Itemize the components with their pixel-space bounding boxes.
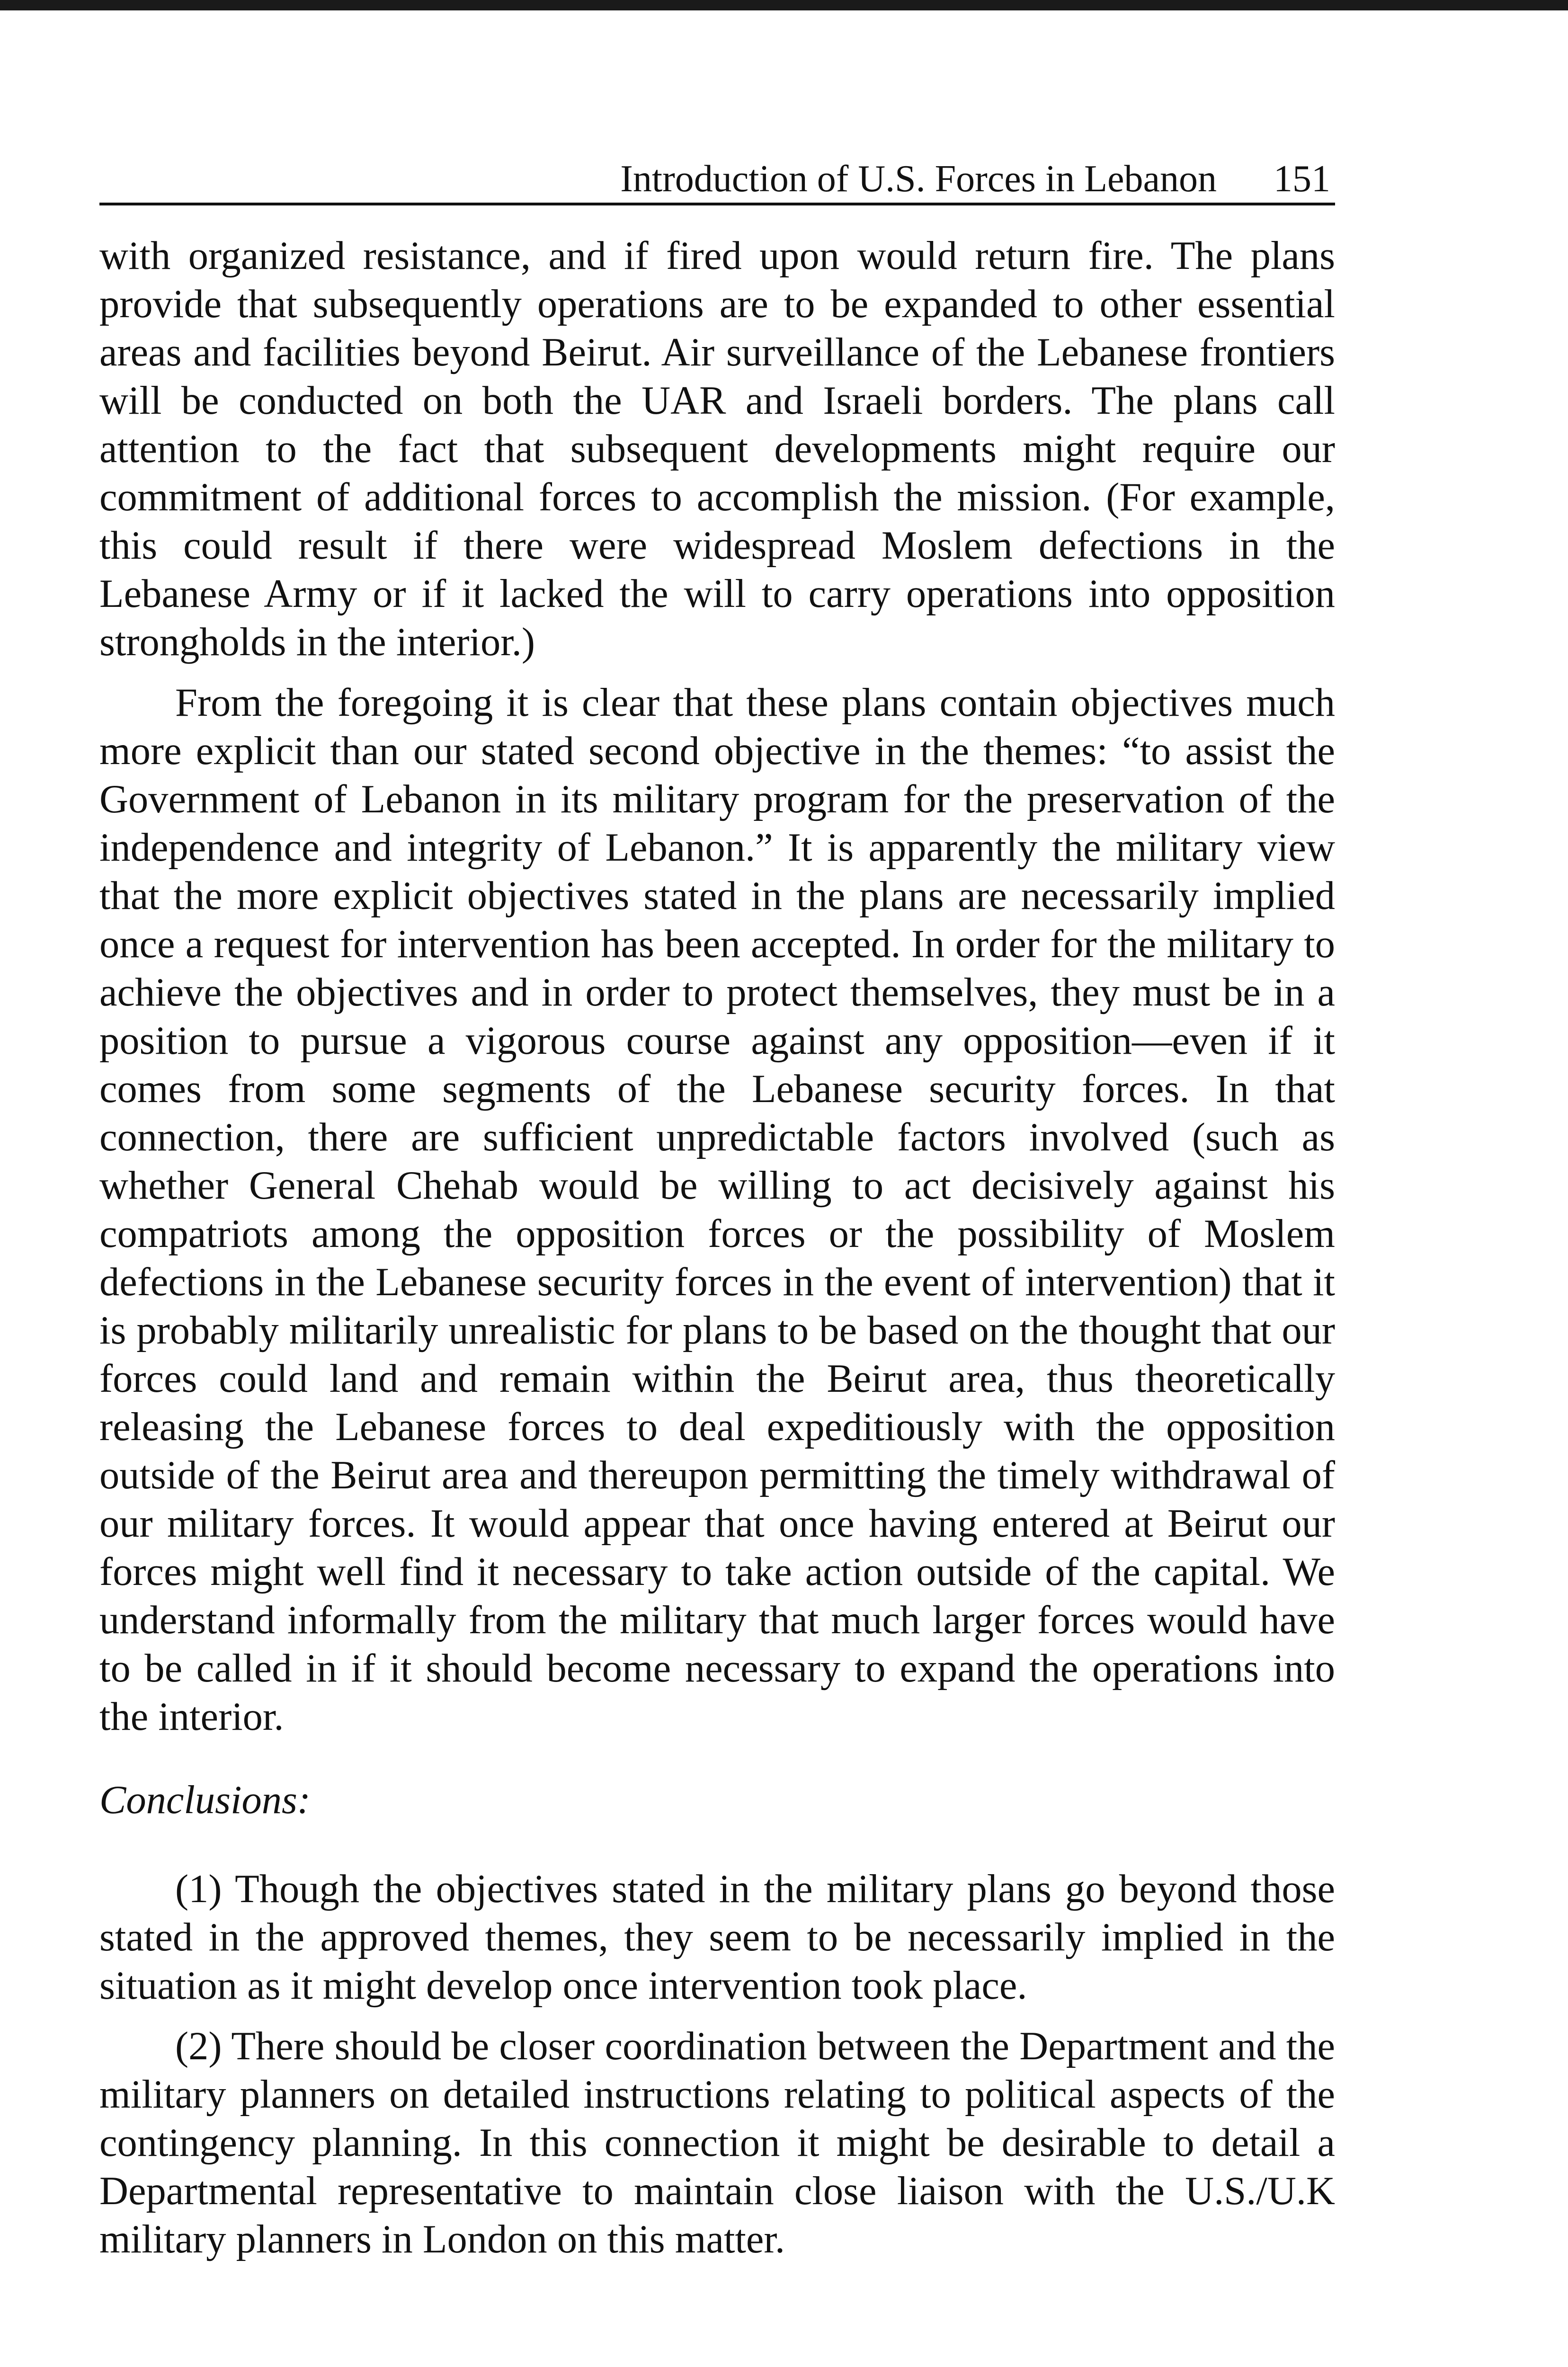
conclusion-item-2: (2) There should be closer coordination between the Department and the military planners on detailed instructions relating to political aspects of the contingency planning. In this connection it might be desirable to detail a Departmental representative to maintain close liaison with the U.S./U.K military planners in London on this matter. (99, 2024, 1335, 2261)
running-header (99, 142, 1335, 205)
paragraph-foregoing: From the foregoing it is clear that these plans contain objectives much more explicit than our stated second objective in the themes: “to assist the Government of Lebanon in its military program for the preservation of the independence and integrity of Lebanon.” It is apparently the military view that the more explicit objectives stated in the plans are necessarily implied once a request for intervention has been accepted. In order for the military to achieve the objectives and in order to protect themselves, they must be in a position to pursue a vigorous course against any opposition—even if it comes from some segments of the Lebanese security forces. In that connection, there are sufficient unpredictable factors involved (such as whether General Chehab would be willing to act decisively against his compatriots among the opposition forces or the possibility of Moslem defections in the Lebanese security forces in the event of intervention) that it is probably militarily unrealistic for plans to be based on the thought that our forces could land and remain within the Beirut area, thus theoretically releasing the Lebanese forces to deal expeditiously with the opposition outside of the Beirut area and thereupon permitting the timely withdrawal of our military forces. It would appear that once having entered at Beirut our forces might well find it necessary to take action outside of the capital. We understand informally from the military that much larger forces would have to be called in if it should become necessary to expand the operations into the interior. (99, 681, 1335, 1739)
book-page (99, 142, 1335, 2264)
scan-top-edge (0, 0, 1568, 10)
running-title: Introduction of U.S. Forces in Lebanon (620, 158, 1217, 200)
conclusion-item-1: (1) Though the objectives stated in the military plans go beyond those stated in the approved themes, they seem to be necessarily implied in the situation as it might develop once intervention took place. (99, 1867, 1335, 2008)
paragraph-continued: with organized resistance, and if fired upon would return fire. The plans provide that subsequently operations are to be expanded to other essential areas and facilities beyond Beirut. Air surveillance of the Lebanese frontiers will be conducted on both the UAR and Israeli borders. The plans call attention to the fact that subsequent developments might require our commitment of additional forces to accomplish the mission. (For example, this could result if there were widespread Moslem defections in the Lebanese Army or if it lacked the will to carry operations into opposition strongholds in the interior.) (99, 234, 1335, 664)
page-number: 151 (1274, 158, 1330, 200)
body-text (99, 232, 1335, 2264)
conclusions-heading: Conclusions: (99, 1778, 311, 1822)
